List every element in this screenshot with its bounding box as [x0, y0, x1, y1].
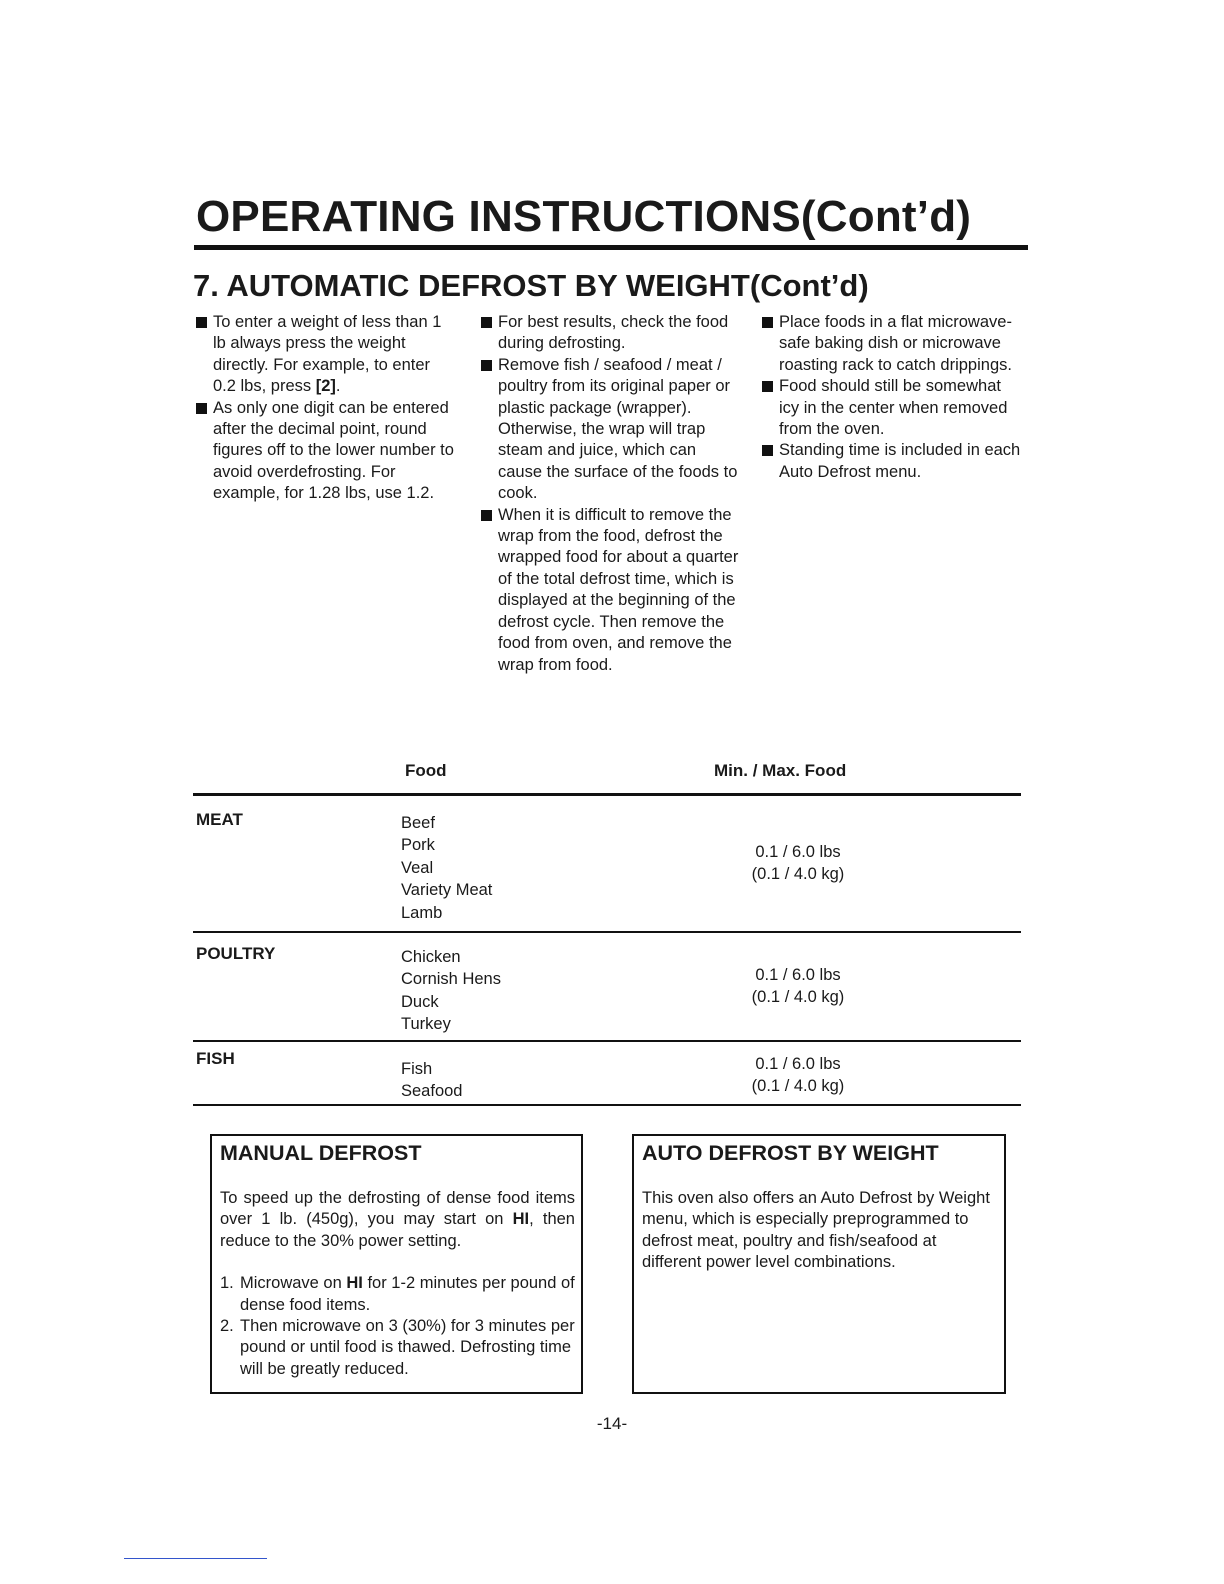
bullet-standing-time: Standing time is included in each Auto Defrost menu. — [762, 440, 1024, 483]
food-item: Duck — [401, 992, 439, 1011]
range-kg: (0.1 / 4.0 kg) — [751, 1076, 845, 1095]
step-1 — [220, 1273, 575, 1316]
step-number: 2. — [220, 1317, 234, 1336]
food-item: Turkey — [401, 1015, 451, 1034]
step-number: 1. — [220, 1274, 234, 1293]
food-item: Chicken — [401, 948, 461, 966]
food-item: Variety Meat — [401, 881, 493, 900]
range-lbs: 0.1 / 6.0 lbs — [755, 966, 841, 984]
range-fish — [700, 1054, 896, 1097]
food-item: Seafood — [401, 1082, 463, 1101]
auto-defrost-title: AUTO DEFROST BY WEIGHT — [642, 1141, 939, 1165]
range-meat — [700, 842, 896, 885]
table-bottom-rule — [193, 1104, 1021, 1106]
step-text: for 1-2 minutes per pound of dense food items. — [240, 1274, 575, 1314]
food-list-meat — [401, 812, 492, 924]
instructions-column-1 — [196, 312, 456, 505]
intro-text: , then reduce to the 30% power setting. — [220, 1210, 575, 1250]
bullet-baking-dish: Place foods in a flat microwave-safe baking dish or microwave roasting rack to catch drippings. — [762, 312, 1024, 376]
category-fish: FISH — [196, 1049, 235, 1068]
table-header-rule — [193, 793, 1021, 796]
key-label: [2] — [315, 377, 336, 396]
table-header-food: Food — [405, 761, 447, 780]
food-item: Veal — [401, 858, 434, 877]
table-header-minmax: Min. / Max. Food — [714, 761, 847, 780]
bullet-text: . — [335, 377, 341, 396]
table-row-rule — [193, 1040, 1021, 1042]
step-2 — [220, 1316, 575, 1380]
instructions-column-3 — [762, 312, 1024, 483]
range-lbs: 0.1 / 6.0 lbs — [755, 1055, 841, 1073]
food-item: Lamb — [401, 903, 443, 922]
range-kg: (0.1 / 4.0 kg) — [751, 987, 845, 1006]
bullet-decimal-rounding: As only one digit can be entered after the decimal point, round figures off to the lower number to avoid overdefrosting. For example, for 1.28 lbs, use 1.2. — [196, 398, 456, 505]
range-lbs: 0.1 / 6.0 lbs — [755, 843, 841, 861]
auto-defrost-body: This oven also offers an Auto Defrost by Weight menu, which is especially preprogrammed to defrost meat, poultry and fish/seafood at different power level combinations. — [642, 1189, 990, 1272]
food-list-fish — [401, 1058, 462, 1103]
category-poultry: POULTRY — [196, 944, 276, 963]
range-kg: (0.1 / 4.0 kg) — [751, 864, 845, 883]
category-meat: MEAT — [196, 810, 243, 829]
section-title: 7. AUTOMATIC DEFROST BY WEIGHT(Cont’d) — [193, 268, 869, 303]
bullet-check-food: For best results, check the food during defrosting. — [481, 312, 743, 355]
manual-defrost-steps — [220, 1273, 575, 1380]
instructions-column-2 — [481, 312, 743, 676]
power-hi-label: HI — [512, 1210, 530, 1229]
step-text: Then microwave on 3 (30%) for 3 minutes per pound or until food is thawed. Defrosting time will be greatly reduced. — [240, 1317, 575, 1378]
page-title: OPERATING INSTRUCTIONS(Cont’d) — [196, 192, 972, 241]
page-number: -14- — [596, 1414, 628, 1433]
manual-defrost-intro — [220, 1188, 575, 1252]
bullet-icy-center: Food should still be somewhat icy in the center when removed from the oven. — [762, 376, 1024, 440]
table-row-rule — [193, 931, 1021, 933]
step-text: Microwave on — [240, 1274, 347, 1293]
footer-line — [124, 1558, 267, 1559]
manual-defrost-title: MANUAL DEFROST — [220, 1141, 422, 1165]
food-item: Fish — [401, 1060, 433, 1078]
auto-defrost-box — [632, 1134, 1006, 1394]
bullet-remove-package: Remove fish / seafood / meat / poultry from its original paper or plastic package (wrapper). Otherwise, the wrap will trap steam and juice, which can cause the surface of the foods to cook. — [481, 355, 743, 505]
intro-text: To speed up the defrosting of dense food items over 1 lb. (450g), you may start on — [220, 1189, 575, 1229]
bullet-wrapped-food: When it is difficult to remove the wrap from the food, defrost the wrapped food for about a quarter of the total defrost time, which is displayed at the beginning of the defrost cycle. Then remove the food from oven, and remove the wrap from food. — [481, 505, 743, 676]
title-underline — [194, 245, 1028, 250]
food-item: Beef — [401, 814, 435, 832]
bullet-text: To enter a weight of less than 1 lb always press the weight directly. For example, to enter 0.2 lbs, press — [213, 313, 442, 396]
range-poultry — [700, 965, 896, 1008]
food-list-poultry — [401, 946, 501, 1036]
food-item: Pork — [401, 836, 435, 855]
manual-defrost-box — [210, 1134, 583, 1394]
manual-defrost-body — [220, 1188, 575, 1380]
bullet-weight-entry — [196, 312, 456, 398]
food-item: Cornish Hens — [401, 970, 501, 989]
power-hi-label: HI — [346, 1274, 363, 1293]
